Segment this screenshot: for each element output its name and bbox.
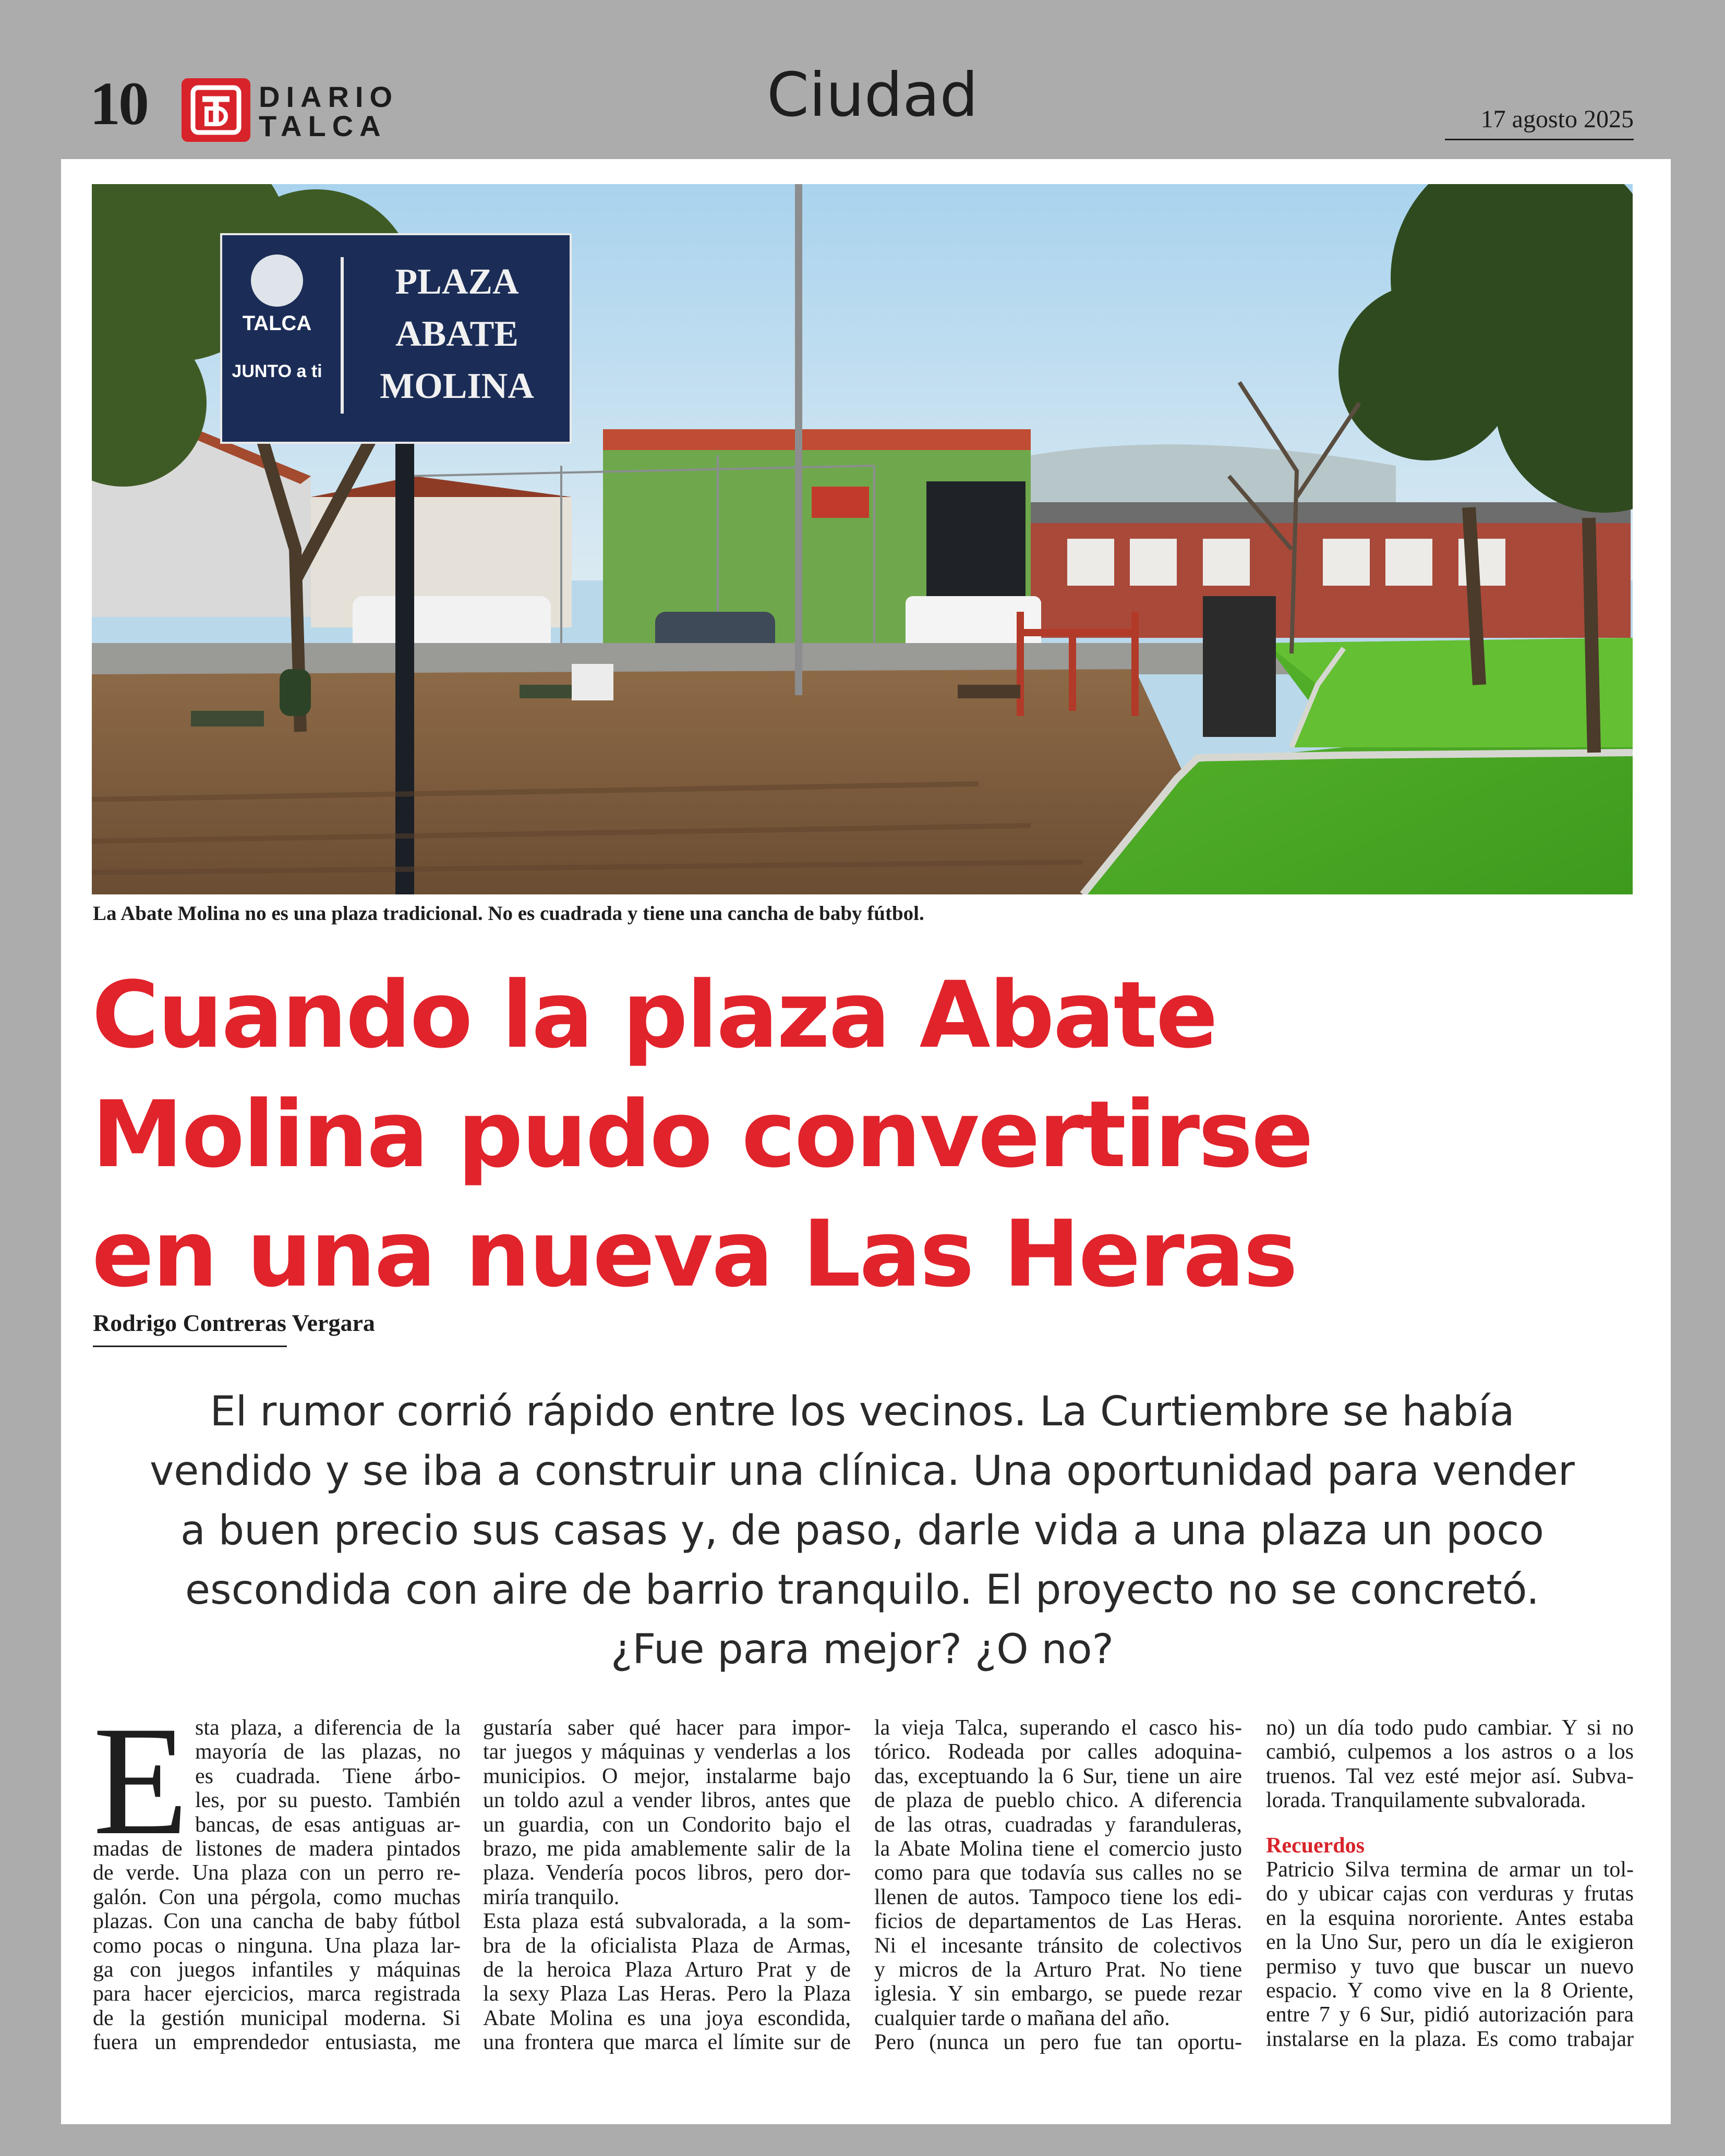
body-line: en la esquina nororiente. Antes estaba	[1266, 1906, 1634, 1930]
author-byline[interactable]: Rodrigo Contreras Vergara	[93, 1310, 375, 1336]
body-line: bancas, de esas antiguas ar-	[195, 1812, 461, 1837]
body-line: bra de la oficialista Plaza de Armas,	[483, 1933, 851, 1958]
body-line: lorada. Tranquilamente subvalorada.	[1266, 1788, 1586, 1813]
headline-line: en una nueva Las Heras	[92, 1201, 1297, 1307]
lead-line: El rumor corrió rápido entre los vecinos. La Curtiembre se había	[210, 1388, 1515, 1435]
body-line: Pero (nunca un pero fue tan oportu-	[874, 2030, 1242, 2055]
body-line: como para que todavía sus calles no se	[874, 1861, 1242, 1885]
paragraph-gap	[1266, 1813, 1634, 1834]
body-line: de verde. Una plaza con un perro re-	[93, 1861, 461, 1885]
body-line: en la Uno Sur, pero un día le exigieron	[1266, 1930, 1634, 1955]
article-photo[interactable]	[92, 184, 1633, 894]
body-line: una frontera que marca el límite sur de	[483, 2030, 851, 2055]
body-line: ficios de departamentos de Las Heras.	[874, 1909, 1242, 1934]
body-line: Abate Molina es una joya escondida,	[483, 2006, 851, 2030]
body-column-3	[874, 1716, 1242, 2081]
sign-title-molina: MOLINA	[380, 366, 534, 406]
body-line: es cuadrada. Tiene árbo-	[195, 1764, 461, 1788]
body-line: un toldo azul a vender libros, antes que	[483, 1788, 851, 1813]
body-line: les, por su puesto. También	[195, 1788, 461, 1813]
sign-title-abate: ABATE	[395, 314, 518, 354]
body-line: la sexy Plaza Las Heras. Pero la Plaza	[483, 1982, 851, 2006]
body-line: galón. Con una pérgola, como muchas	[93, 1885, 461, 1909]
issue-date: 17 agosto 2025	[1480, 105, 1634, 133]
lead-line: vendido y se iba a construir una clínica. Una oportunidad para vender	[150, 1448, 1575, 1495]
body-line: entre 7 y 6 Sur, pidió autorización para	[1266, 2003, 1634, 2027]
body-line: do y ubicar cajas con verduras y frutas	[1266, 1882, 1634, 1906]
byline-underline	[93, 1346, 287, 1347]
body-column-2	[483, 1716, 851, 2081]
headline-line: Cuando la plaza Abate	[92, 962, 1217, 1069]
subhead-recuerdos: Recuerdos	[1266, 1833, 1365, 1858]
body-line: un guardia, con un Condorito bajo el	[483, 1812, 851, 1837]
diario-talca-logo-icon[interactable]	[182, 78, 250, 142]
logo-line-talca: TALCA	[259, 110, 387, 142]
body-line: miría tranquilo.	[483, 1885, 620, 1909]
body-line: como pocas o ninguna. Una plaza lar-	[93, 1933, 461, 1958]
body-line: para hacer ejercicios, marca registrada	[93, 1982, 461, 2006]
drop-cap: E	[93, 1716, 189, 1867]
body-line: Esta plaza está subvalorada, a la som-	[483, 1909, 851, 1934]
lead-line: ¿Fue para mejor? ¿O no?	[611, 1626, 1114, 1673]
section-title: Ciudad	[767, 60, 979, 130]
body-column-1	[93, 1716, 461, 2081]
sign-title-plaza: PLAZA	[395, 262, 519, 302]
body-line: y micros de la Arturo Prat. No tiene	[874, 1958, 1242, 1982]
body-line: de plaza de pueblo chico. A diferencia	[874, 1788, 1242, 1813]
body-line: plaza. Vendería pocos libros, pero dor-	[483, 1861, 851, 1885]
body-line: espacio. Y como vive en la 8 Oriente,	[1266, 1979, 1634, 2003]
body-line: das, exceptuando la 6 Sur, tiene un aire	[874, 1764, 1242, 1788]
body-line: municipios. O mejor, instalarme bajo	[483, 1764, 851, 1788]
body-line: plazas. Con una cancha de baby fútbol	[93, 1909, 461, 1934]
body-line: tar juegos y máquinas y venderlas a los	[483, 1740, 851, 1764]
body-line: tórico. Rodeada por calles adoquina-	[874, 1740, 1242, 1764]
body-column-4	[1266, 1716, 1634, 2081]
body-line: Ni el incesante tránsito de colectivos	[874, 1933, 1242, 1958]
article-lead	[92, 1382, 1633, 1679]
body-line: no) un día todo pudo cambiar. Y si no	[1266, 1716, 1634, 1740]
body-line: fuera un emprendedor entusiasta, me	[93, 2030, 461, 2055]
body-line: de la gestión municipal moderna. Si	[93, 2006, 461, 2030]
body-line: cualquier tarde o mañana del año.	[874, 2006, 1170, 2030]
body-line: sta plaza, a diferencia de la	[195, 1716, 461, 1740]
body-line: mayoría de las plazas, no	[195, 1740, 461, 1764]
plaza-photo-illustration	[92, 184, 1633, 894]
body-line: llenen de autos. Tampoco tiene los edi-	[874, 1885, 1242, 1909]
logo-line-diario: DIARIO	[259, 80, 399, 113]
sign-logo-text: TALCA	[242, 312, 312, 335]
body-line: la Abate Molina tiene el comercio justo	[874, 1837, 1242, 1861]
logo-wordmark[interactable]	[259, 82, 399, 141]
page-number: 10	[90, 69, 147, 138]
body-line: permiso y tuvo que buscar un nuevo	[1266, 1954, 1634, 1979]
headline-line: Molina pudo convertirse	[92, 1081, 1312, 1188]
body-line: madas de listones de madera pintados	[93, 1837, 461, 1861]
lead-line: escondida con aire de barrio tranquilo. El proyecto no se concretó.	[185, 1567, 1539, 1614]
sign-program-text: JUNTO a ti	[232, 361, 322, 381]
body-line: truenos. Tal vez esté mejor así. Subva-	[1266, 1764, 1634, 1788]
body-line: iglesia. Y sin embargo, se puede rezar	[874, 1982, 1242, 2006]
body-line: brazo, me pida amablemente salir de la	[483, 1837, 851, 1861]
body-line: ga con juegos infantiles y máquinas	[93, 1958, 461, 1982]
body-line: de la heroica Plaza Arturo Prat y de	[483, 1958, 851, 1982]
body-line: gustaría saber qué hacer para impor-	[483, 1716, 851, 1740]
body-line: la vieja Talca, superando el casco his-	[874, 1716, 1242, 1740]
article-headline[interactable]	[92, 955, 1605, 1314]
body-line: instalarse en la plaza. Es como trabajar	[1266, 2027, 1634, 2051]
date-underline	[1445, 139, 1634, 140]
body-line: cambió, culpemos a los astros o a los	[1266, 1740, 1634, 1764]
body-line: de las otras, cuadradas y faranduleras,	[874, 1812, 1242, 1837]
body-line: Patricio Silva termina de armar un tol-	[1266, 1858, 1634, 1882]
masthead	[0, 0, 1725, 156]
lead-line: a buen precio sus casas y, de paso, darle vida a una plaza un poco	[180, 1507, 1544, 1554]
photo-caption: La Abate Molina no es una plaza tradicional. No es cuadrada y tiene una cancha de baby fútbol.	[93, 902, 924, 925]
